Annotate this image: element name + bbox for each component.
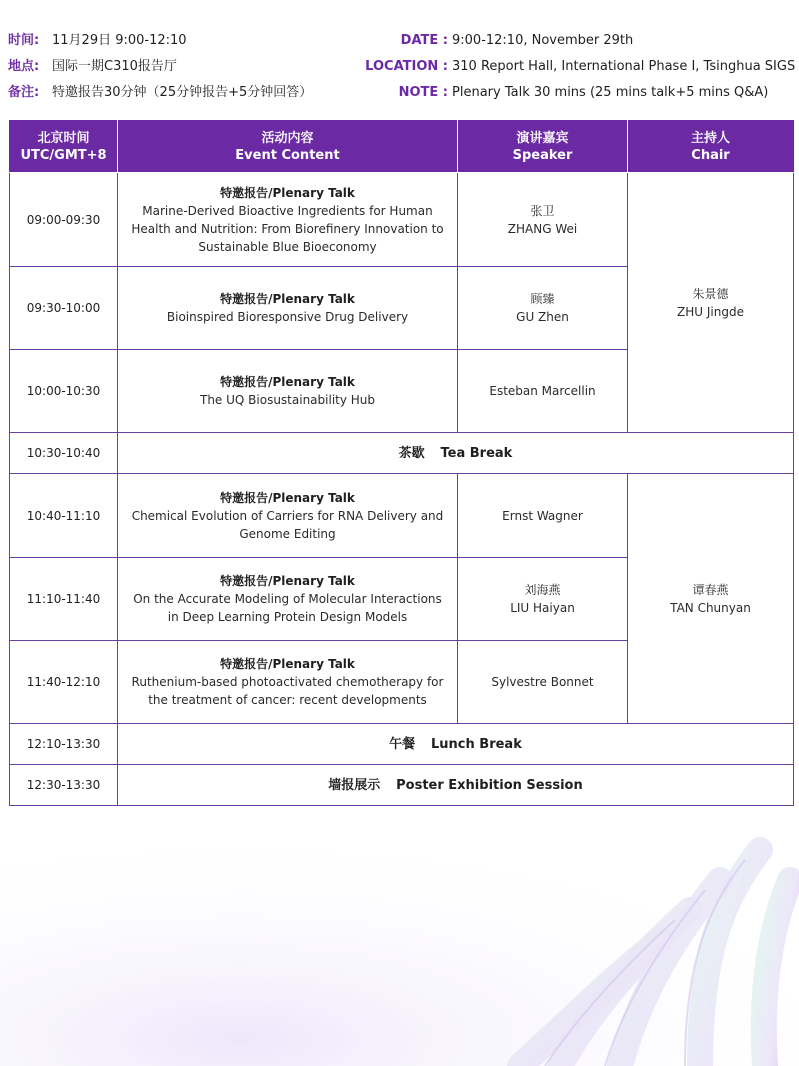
speaker-name-zh: 顾臻 xyxy=(530,292,555,306)
talk-time: 10:40-11:10 xyxy=(10,474,118,558)
session-chair xyxy=(628,173,794,433)
break-time: 10:30-10:40 xyxy=(10,433,118,474)
break-row xyxy=(10,724,794,765)
talk-tag: 特邀报告/Plenary Talk xyxy=(220,292,355,306)
break-row xyxy=(10,433,794,474)
header-speaker-en: Speaker xyxy=(512,147,573,163)
talk-time: 11:10-11:40 xyxy=(10,558,118,641)
table-row xyxy=(10,173,794,267)
chair-name-en: TAN Chunyan xyxy=(670,600,751,615)
talk-time: 10:00-10:30 xyxy=(10,350,118,433)
speaker-name-en: Ernst Wagner xyxy=(502,508,583,523)
break-row xyxy=(10,765,794,806)
chair-name-en: ZHU Jingde xyxy=(677,304,744,319)
note-label-zh: 备注: xyxy=(8,85,40,100)
time-value-zh: 11月29日 9:00-12:10 xyxy=(52,33,187,48)
break-time: 12:30-13:30 xyxy=(10,765,118,806)
location-label-en: LOCATION : xyxy=(365,59,448,74)
header-time-zh: 北京时间 xyxy=(37,130,90,146)
schedule-table xyxy=(9,120,794,806)
header-chair-zh: 主持人 xyxy=(690,130,730,146)
break-label xyxy=(118,433,794,474)
talk-speaker xyxy=(458,558,628,641)
header-time xyxy=(10,121,118,173)
date-value-en: 9:00-12:10, November 29th xyxy=(452,33,634,48)
speaker-name-en: Esteban Marcellin xyxy=(489,384,596,398)
header-content-zh: 活动内容 xyxy=(261,130,314,146)
speaker-name-en: Sylvestre Bonnet xyxy=(491,675,594,689)
talk-speaker xyxy=(458,474,628,558)
chair-name-zh: 朱景德 xyxy=(692,286,729,301)
note-value-zh: 特邀报告30分钟（25分钟报告+5分钟回答） xyxy=(52,85,313,100)
table-row xyxy=(10,474,794,558)
talk-tag: 特邀报告/Plenary Talk xyxy=(220,574,355,588)
speaker-name-zh: 张卫 xyxy=(530,203,555,218)
break-time: 12:10-13:30 xyxy=(10,724,118,765)
break-name-en: Tea Break xyxy=(440,445,513,461)
speaker-name-en: GU Zhen xyxy=(516,310,569,324)
talk-title: Marine-Derived Bioactive Ingredients for Human Health and Nutrition: From Biorefinery Innovation to Sustainable Blue Bioeconomy xyxy=(131,203,444,254)
note-value-en: Plenary Talk 30 mins (25 mins talk+5 mins Q&A) xyxy=(452,85,769,100)
header-chair xyxy=(628,121,794,173)
speaker-name-en: ZHANG Wei xyxy=(507,221,578,236)
talk-content xyxy=(118,350,458,433)
session-chair xyxy=(628,474,794,724)
table-header-row xyxy=(10,121,794,173)
talk-tag: 特邀报告/Plenary Talk xyxy=(220,490,355,505)
info-row-note xyxy=(8,82,798,104)
talk-tag: 特邀报告/Plenary Talk xyxy=(220,375,355,389)
location-value-en: 310 Report Hall, International Phase I, Tsinghua SIGS xyxy=(452,59,796,74)
header-chair-en: Chair xyxy=(691,147,730,163)
break-name-en: Poster Exhibition Session xyxy=(396,777,583,793)
break-name-zh: 午餐 xyxy=(389,736,416,752)
info-row-time xyxy=(8,30,798,52)
talk-tag: 特邀报告/Plenary Talk xyxy=(220,657,355,671)
talk-title: Bioinspired Bioresponsive Drug Delivery xyxy=(166,310,409,324)
break-name-zh: 茶歇 xyxy=(398,445,425,461)
talk-content xyxy=(118,267,458,350)
chair-name-zh: 谭春燕 xyxy=(692,582,729,597)
speaker-name-en: LIU Haiyan xyxy=(510,601,575,615)
talk-tag: 特邀报告/Plenary Talk xyxy=(220,185,355,200)
place-value-zh: 国际一期C310报告厅 xyxy=(52,59,177,74)
talk-content xyxy=(118,173,458,267)
break-name-zh: 墙报展示 xyxy=(328,777,381,793)
break-label xyxy=(118,765,794,806)
time-label-zh: 时间: xyxy=(8,33,40,48)
speaker-name-zh: 刘海燕 xyxy=(524,583,561,597)
talk-time: 11:40-12:10 xyxy=(10,641,118,724)
break-name-en: Lunch Break xyxy=(431,736,522,752)
talk-speaker xyxy=(458,641,628,724)
place-label-zh: 地点: xyxy=(8,59,40,74)
note-label-en: NOTE : xyxy=(398,85,448,100)
talk-speaker xyxy=(458,267,628,350)
break-label xyxy=(118,724,794,765)
header-speaker xyxy=(458,121,628,173)
header-content xyxy=(118,121,458,173)
talk-time: 09:30-10:00 xyxy=(10,267,118,350)
talk-title: On the Accurate Modeling of Molecular Interactions in Deep Learning Protein Design Models xyxy=(133,592,442,624)
talk-title: The UQ Biosustainability Hub xyxy=(199,393,376,407)
header-speaker-zh: 演讲嘉宾 xyxy=(516,130,569,146)
header-time-en: UTC/GMT+8 xyxy=(20,147,107,163)
talk-speaker xyxy=(458,350,628,433)
date-label-en: DATE : xyxy=(400,33,448,48)
talk-content xyxy=(118,641,458,724)
talk-title: Chemical Evolution of Carriers for RNA Delivery and Genome Editing xyxy=(131,508,444,541)
talk-title: Ruthenium-based photoactivated chemotherapy for the treatment of cancer: recent developments xyxy=(131,675,444,707)
event-info xyxy=(8,30,798,110)
talk-content xyxy=(118,558,458,641)
header-content-en: Event Content xyxy=(235,147,340,163)
talk-speaker xyxy=(458,173,628,267)
talk-content xyxy=(118,474,458,558)
talk-time: 09:00-09:30 xyxy=(10,173,118,267)
info-row-place xyxy=(8,56,798,78)
